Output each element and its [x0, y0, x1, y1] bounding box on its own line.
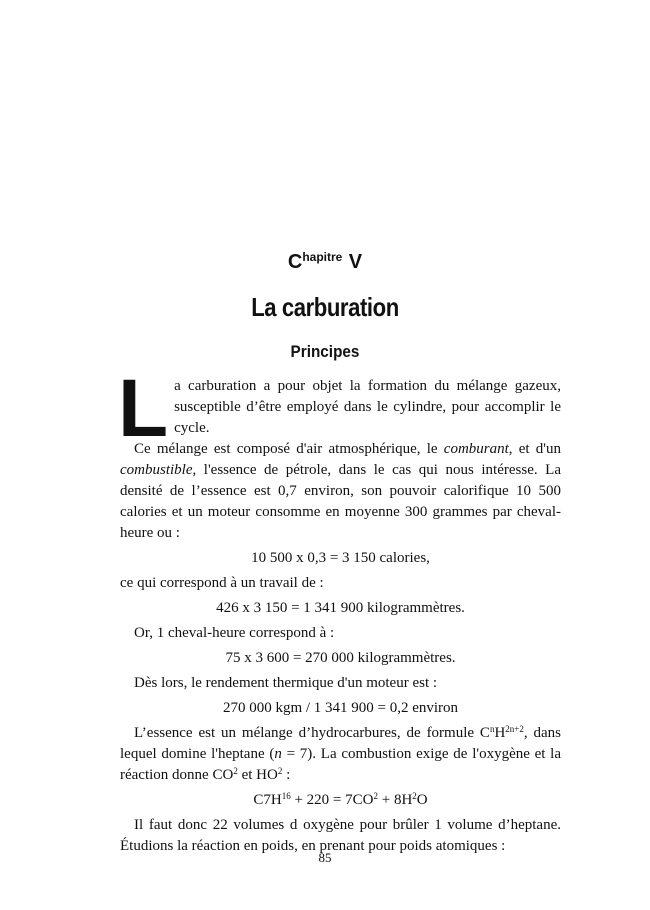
- line-travail: ce qui correspond à un travail de :: [120, 575, 324, 591]
- superscript: n: [489, 724, 495, 734]
- page-number: 85: [318, 850, 332, 865]
- section-subtitle: Principes: [290, 342, 360, 361]
- text-run: , dans lequel domine l'heptane (: [120, 725, 561, 762]
- chapter-number: V: [348, 251, 363, 273]
- chapter-initial: C: [287, 251, 303, 273]
- text-run: + 220 = 7CO: [290, 792, 374, 808]
- text-run: H: [494, 725, 506, 741]
- equation-kilogrammetres: 426 x 3 150 = 1 341 900 kilogrammètres.: [216, 600, 465, 616]
- text-run: :: [282, 767, 291, 783]
- paragraph-volumes: Il faut donc 22 volumes d oxygène pour brûler 1 volume d’heptane. Étudions la réaction en poids, en prenant pour poids atomiques :: [120, 817, 561, 854]
- term-comburant: comburant: [443, 441, 509, 457]
- line-rendement: Dès lors, le rendement thermique d'un moteur est :: [134, 675, 438, 691]
- text-run: = 7). La combustion exige de l'oxygène et la réaction donne CO: [120, 746, 562, 783]
- term-combustible: combustible: [120, 462, 193, 478]
- chapter-word: hapitre: [302, 250, 343, 264]
- superscript: 2: [373, 791, 378, 801]
- body-text: [118, 363, 562, 857]
- line-cheval-heure: Or, 1 cheval-heure correspond à :: [134, 625, 335, 641]
- equation-combustion: [120, 790, 561, 811]
- text-run: Ce mélange est composé d'air atmosphérique, le: [134, 441, 444, 457]
- text-run: + 8H: [377, 792, 413, 808]
- text-run: , et d'un: [508, 441, 561, 457]
- superscript: 2: [277, 766, 283, 776]
- text-run: et HO: [237, 767, 278, 783]
- equation-cheval-heure: 75 x 3 600 = 270 000 kilogrammètres.: [225, 650, 456, 666]
- equation-rendement: 270 000 kgm / 1 341 900 = 0,2 environ: [222, 700, 459, 716]
- paragraph-hydrocarbures: [120, 723, 561, 786]
- text-run: L’essence est un mélange d’hydrocarbures, de formule C: [134, 725, 490, 741]
- drop-cap: L: [118, 363, 169, 454]
- paragraph-melange: [120, 439, 561, 544]
- text-run: C7H: [253, 792, 282, 808]
- text-run: O: [416, 792, 428, 808]
- equation-calories: 10 500 x 0,3 = 3 150 calories,: [251, 550, 430, 566]
- superscript: 2: [412, 791, 417, 801]
- superscript: 2n+2: [505, 724, 524, 734]
- text-run: , l'essence de pétrole, dans le cas qui nous intéresse. La densité de l’essence est 0,7 environ, son pouvoir calorifique 10 500 calories et un moteur consomme en moyenne 300 grammes par cheval-heure ou :: [120, 462, 561, 541]
- superscript: 2: [233, 766, 238, 776]
- variable-n: n: [274, 746, 282, 762]
- paragraph-intro-text: a carburation a pour objet la formation du mélange gazeux, susceptible d’être employé dans le cylindre, pour accomplir le cycle.: [174, 378, 561, 436]
- superscript: 16: [281, 791, 291, 801]
- chapter-heading: [0, 250, 650, 274]
- chapter-title: La carburation: [251, 292, 399, 322]
